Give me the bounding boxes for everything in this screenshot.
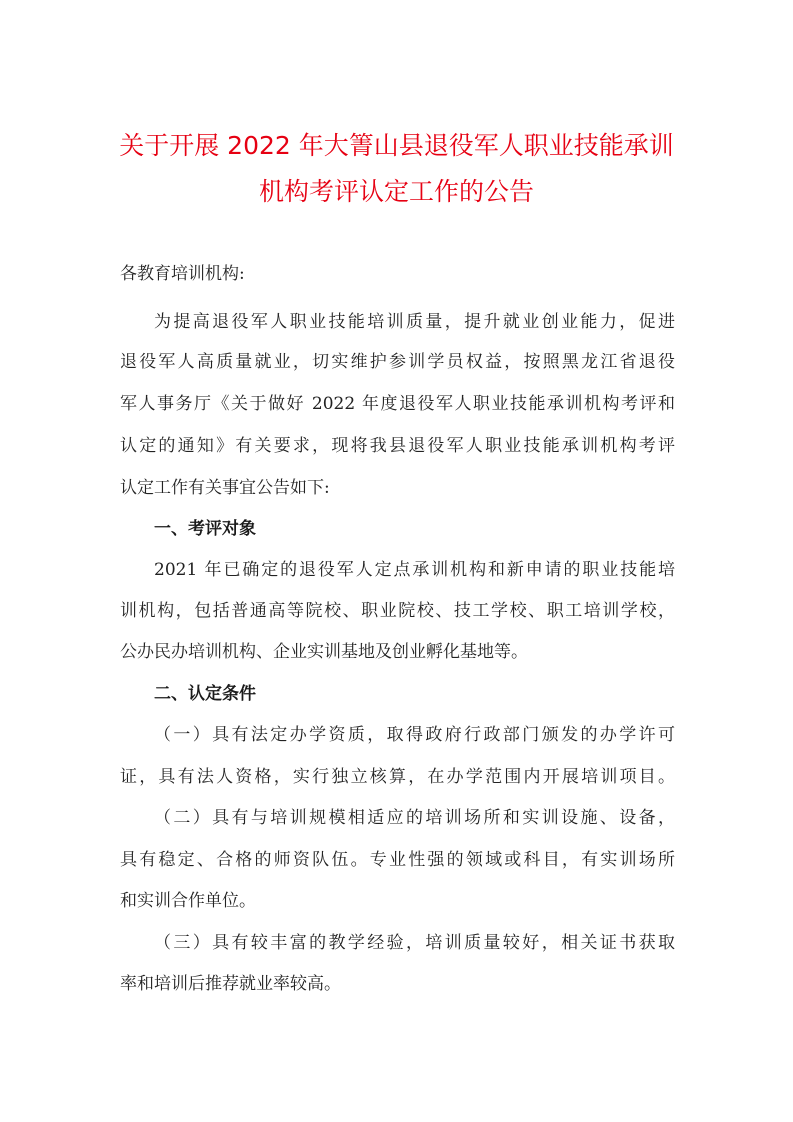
document-title-line-1: 关于开展 2022 年大箐山县退役军人职业技能承训 — [119, 131, 674, 160]
section1-line: 2021 年已确定的退役军人定点承训机构和新申请的职业技能培 — [154, 560, 675, 580]
document-title-line-2: 机构考评认定工作的公告 — [258, 177, 534, 206]
condition-2-line: 具有稳定、合格的师资队伍。专业性强的领域或科目，有实训场所 — [120, 850, 675, 870]
condition-3-line: （三）具有较丰富的教学经验，培训质量较好，相关证书获取 — [154, 933, 675, 953]
condition-2-line: 和实训合作单位。 — [120, 891, 256, 911]
section1-line: 公办民办培训机构、企业实训基地及创业孵化基地等。 — [120, 642, 528, 662]
intro-line: 认定的通知》有关要求，现将我县退役军人职业技能承训机构考评 — [120, 436, 675, 456]
intro-line: 退役军人高质量就业，切实维护参训学员权益，按照黑龙江省退役 — [120, 352, 675, 372]
condition-1-line: （一）具有法定办学资质，取得政府行政部门颁发的办学许可 — [154, 725, 675, 745]
intro-line: 为提高退役军人职业技能培训质量，提升就业创业能力，促进 — [154, 312, 675, 332]
section-heading-evaluation-targets: 一、考评对象 — [154, 519, 256, 539]
section-heading-certification-conditions: 二、认定条件 — [154, 684, 256, 704]
intro-line: 认定工作有关事宜公告如下: — [120, 478, 330, 498]
salutation: 各教育培训机构: — [120, 264, 245, 284]
condition-1-line: 证，具有法人资格，实行独立核算，在办学范围内开展培训项目。 — [120, 767, 675, 787]
condition-3-line: 率和培训后推荐就业率较高。 — [120, 974, 341, 994]
section1-line: 训机构，包括普通高等院校、职业院校、技工学校、职工培训学校， — [120, 601, 675, 621]
intro-line: 军人事务厅《关于做好 2022 年度退役军人职业技能承训机构考评和 — [120, 394, 675, 414]
condition-2-line: （二）具有与培训规模相适应的培训场所和实训设施、设备， — [154, 808, 675, 828]
